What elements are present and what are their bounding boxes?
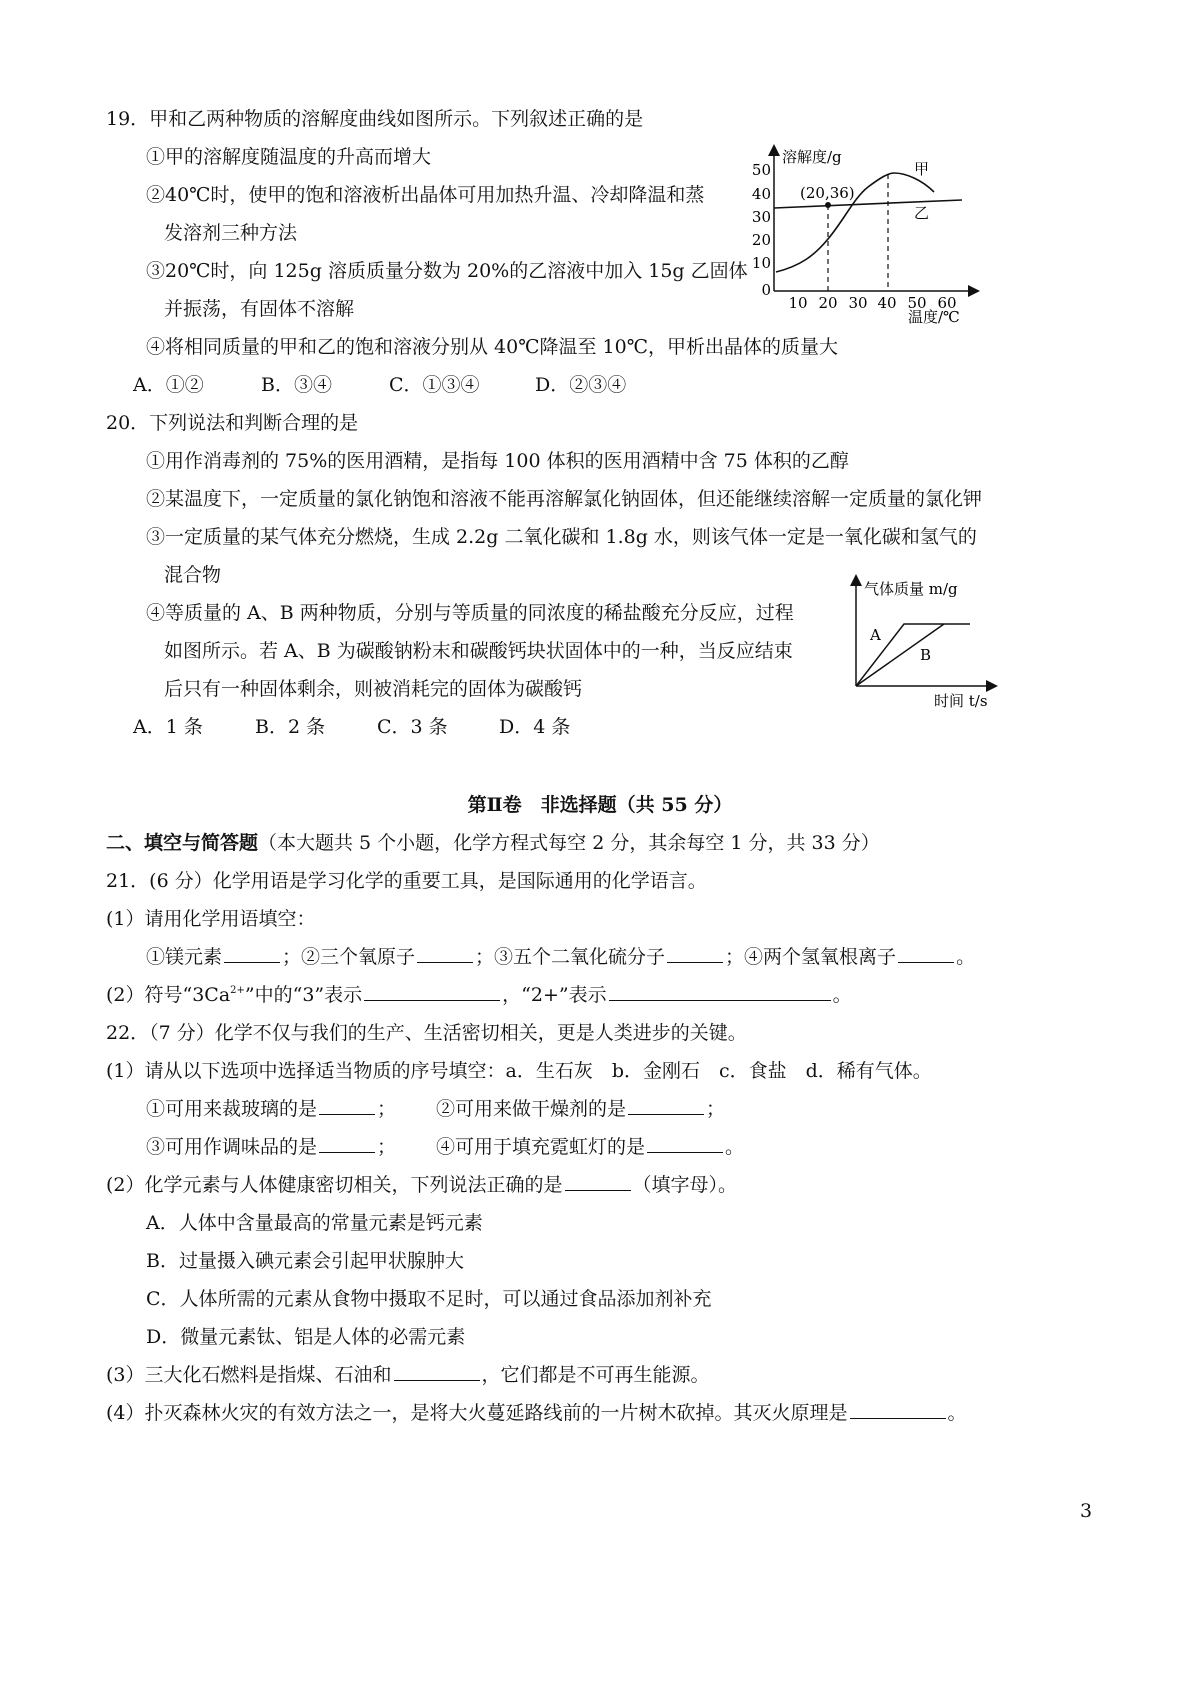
q21-blanks-line	[146, 944, 975, 970]
q22-p3a: (3）三大化石燃料是指煤、石油和	[106, 1364, 392, 1386]
q21-stem: 21．(6 分）化学用语是学习化学的重要工具，是国际通用的化学语言。	[106, 870, 707, 892]
x-tick-60: 60	[937, 294, 957, 312]
x-tick-20: 20	[818, 294, 838, 312]
answer-blank[interactable]	[609, 982, 831, 1001]
q19-options	[133, 372, 626, 398]
q21-p2d: 。	[832, 984, 852, 1006]
answer-blank[interactable]	[394, 1362, 480, 1381]
answer-blank[interactable]	[667, 944, 723, 963]
page-number: 3	[1080, 1500, 1093, 1522]
q22-p4a: (4）扑灭森林火灾的有效方法之一，是将大火蔓延路线前的一片树木砍掉。其灭火原理是	[106, 1402, 848, 1424]
q22-item-1: ①可用来裁玻璃的是	[146, 1098, 318, 1120]
q22-p3b: ，它们都是不可再生能源。	[481, 1364, 710, 1386]
q21-p2b: ”中的“3”表示	[244, 984, 363, 1006]
q22-item-4: ④可用于填充霓虹灯的是	[436, 1136, 646, 1158]
q20-statement-1: ①用作消毒剂的 75%的医用酒精，是指每 100 体积的医用酒精中含 75 体积的乙醇	[146, 450, 849, 472]
q20-statement-3a: ③一定质量的某气体充分燃烧，生成 2.2g 二氧化碳和 1.8g 水，则该气体一定是一氧化碳和氢气的	[146, 526, 977, 548]
semicolon: ；	[377, 1098, 397, 1120]
q20-statement-4b: 如图所示。若 A、B 为碳酸钠粉末和碳酸钙块状固体中的一种，当反应结束	[164, 640, 793, 662]
q20-statement-2: ②某温度下，一定质量的氯化钠饱和溶液不能再溶解氯化钠固体，但还能继续溶解一定质量的氯化钾	[146, 488, 983, 510]
y-ticks	[752, 161, 771, 299]
q19-option-b[interactable]: B．③④	[261, 374, 332, 396]
answer-blank[interactable]	[319, 1096, 375, 1115]
q19-statement-3a: ③20℃时，向 125g 溶质质量分数为 20%的乙溶液中加入 15g 乙固体	[146, 260, 748, 282]
q21-b4: ；④两个氢氧根离子	[725, 946, 897, 968]
q21-end: 。	[956, 946, 976, 968]
q21-b1: ①镁元素	[146, 946, 223, 968]
answer-blank[interactable]	[364, 982, 500, 1001]
series-yi-label: 乙	[914, 204, 930, 222]
q21-b2: ；②三个氧原子	[282, 946, 416, 968]
part-note: （本大题共 5 个小题，化学方程式每空 2 分，其余每空 1 分，共 33 分）	[258, 832, 880, 854]
q19-statement-1: ①甲的溶解度随温度的升高而增大	[146, 146, 432, 168]
q22-items-line-1	[146, 1096, 725, 1122]
x-tick-50: 50	[907, 294, 927, 312]
q19-statement-4: ④将相同质量的甲和乙的饱和溶液分别从 40℃降温至 10℃，甲析出晶体的质量大	[146, 336, 838, 358]
q21-b3: ；③五个二氧化硫分子	[475, 946, 666, 968]
x-tick-40: 40	[877, 294, 897, 312]
charge-superscript: 2+	[230, 985, 245, 996]
q22-item-3: ③可用作调味品的是	[146, 1136, 318, 1158]
q20-statement-4c: 后只有一种固体剩余，则被消耗完的固体为碳酸钙	[164, 678, 583, 700]
q22-part-3	[106, 1362, 710, 1388]
q19-statement-3b: 并振荡，有固体不溶解	[164, 298, 355, 320]
series-a-label: A	[870, 626, 881, 644]
q22-item-2: ②可用来做干燥剂的是	[436, 1098, 627, 1120]
x-axis-label: 时间 t/s	[934, 692, 988, 710]
point-label: (20,36)	[800, 184, 855, 202]
x-tick-30: 30	[848, 294, 868, 312]
q22-option-a[interactable]: A．人体中含量最高的常量元素是钙元素	[146, 1212, 483, 1234]
q21-part-1: (1）请用化学用语填空：	[106, 908, 316, 930]
q22-option-b[interactable]: B．过量摄入碘元素会引起甲状腺肿大	[146, 1250, 464, 1272]
q20-statement-3b: 混合物	[164, 564, 222, 586]
answer-blank[interactable]	[628, 1096, 704, 1115]
q19-option-a[interactable]: A．①②	[133, 374, 204, 396]
answer-blank[interactable]	[565, 1172, 631, 1191]
x-tick-10: 10	[788, 294, 808, 312]
q21-part-2	[106, 982, 852, 1012]
y-axis-label: 溶解度/g	[782, 148, 842, 166]
q19-option-d[interactable]: D．②③④	[535, 374, 627, 396]
q22-items-line-2	[146, 1134, 744, 1160]
answer-blank[interactable]	[417, 944, 473, 963]
q19-option-c[interactable]: C．①③④	[389, 374, 480, 396]
period: 。	[725, 1136, 745, 1158]
intersection-point	[825, 202, 831, 208]
q19-statement-2b: 发溶剂三种方法	[164, 222, 298, 244]
answer-blank[interactable]	[898, 944, 954, 963]
q20-options	[133, 714, 570, 740]
answer-blank[interactable]	[647, 1134, 723, 1153]
semicolon: ；	[377, 1136, 397, 1158]
y-tick-30: 30	[752, 208, 771, 226]
q22-p2a: (2）化学元素与人体健康密切相关，下列说法正确的是	[106, 1174, 563, 1196]
section-title: 第Ⅱ卷 非选择题（共 55 分）	[467, 794, 733, 816]
y-tick-40: 40	[752, 185, 771, 203]
y-tick-20: 20	[752, 231, 771, 249]
q22-option-c[interactable]: C．人体所需的元素从食物中摄取不足时，可以通过食品添加剂补充	[146, 1288, 712, 1310]
part-heading	[106, 830, 880, 856]
semicolon: ；	[706, 1098, 726, 1120]
gas-mass-chart	[840, 574, 1000, 714]
answer-blank[interactable]	[319, 1134, 375, 1153]
y-tick-10: 10	[752, 254, 771, 272]
y-axis-label: 气体质量 m/g	[864, 580, 958, 598]
series-b-label: B	[920, 646, 932, 664]
q22-part-2	[106, 1172, 737, 1198]
y-tick-50: 50	[752, 161, 771, 179]
q21-p2c: ，“2+”表示	[502, 984, 607, 1006]
origin-label: 0	[761, 281, 771, 299]
q20-statement-4a: ④等质量的 A、B 两种物质，分别与等质量的同浓度的稀盐酸充分反应，过程	[146, 602, 794, 624]
q21-p2a: (2）符号“3Ca	[106, 984, 231, 1006]
q22-option-d[interactable]: D．微量元素钛、铝是人体的必需元素	[146, 1326, 466, 1348]
answer-blank[interactable]	[224, 944, 280, 963]
q22-p2b: （填字母）。	[632, 1174, 738, 1196]
q19-statement-2a: ②40℃时，使甲的饱和溶液析出晶体可用加热升温、冷却降温和蒸	[146, 184, 705, 206]
series-jia-label: 甲	[914, 160, 930, 178]
q20-option-c[interactable]: C．3 条	[377, 716, 448, 738]
q20-option-b[interactable]: B．2 条	[255, 716, 326, 738]
q22-p4b: 。	[947, 1402, 967, 1424]
q22-part-4	[106, 1400, 967, 1426]
q20-option-d[interactable]: D．4 条	[499, 716, 571, 738]
x-axis-label: 温度/℃	[908, 308, 960, 326]
q20-option-a[interactable]: A．1 条	[133, 716, 203, 738]
q19-stem: 19．甲和乙两种物质的溶解度曲线如图所示。下列叙述正确的是	[106, 108, 644, 130]
q20-stem: 20．下列说法和判断合理的是	[106, 412, 359, 434]
answer-blank[interactable]	[850, 1400, 946, 1419]
q22-part-1: (1）请从以下选项中选择适当物质的序号填空：a．生石灰 b．金刚石 c．食盐 d．稀有气体。	[106, 1060, 932, 1082]
solubility-chart	[752, 140, 992, 330]
q22-stem: 22．（7 分）化学不仅与我们的生产、生活密切相关，更是人类进步的关键。	[106, 1022, 747, 1044]
part-head: 二、填空与简答题	[106, 832, 259, 854]
